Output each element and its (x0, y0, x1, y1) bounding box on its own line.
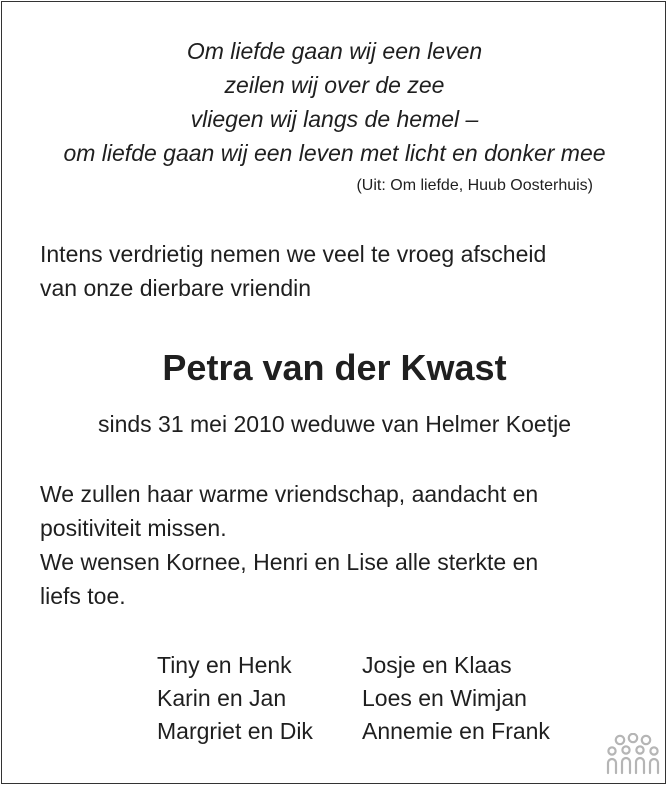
signatory: Loes en Wimjan (362, 685, 527, 711)
logo-head (636, 746, 643, 753)
poem-attribution: (Uit: Om liefde, Huub Oosterhuis) (356, 177, 593, 194)
logo-head (616, 736, 624, 744)
logo-head (650, 747, 657, 754)
signatory: Annemie en Frank (362, 718, 550, 744)
intro-line: van onze dierbare vriendin (40, 275, 312, 301)
condolence-message (40, 477, 538, 613)
logo-head (622, 746, 629, 753)
signatories-right (362, 649, 550, 748)
logo-head (642, 736, 650, 744)
poem (0, 34, 669, 170)
poem-line: zeilen wij over de zee (224, 72, 445, 98)
deceased-name: Petra van der Kwast (162, 347, 507, 388)
message-line: We zullen haar warme vriendschap, aandacht en (40, 481, 539, 507)
message-line: We wensen Kornee, Henri en Lise alle sterkte en (40, 549, 539, 575)
logo-head (608, 747, 615, 754)
logo-body (622, 758, 630, 773)
logo-head (629, 734, 637, 742)
poem-line: vliegen wij langs de hemel – (190, 106, 479, 132)
poem-line: om liefde gaan wij een leven met licht en donker mee (63, 140, 606, 166)
deceased-subtitle: sinds 31 mei 2010 weduwe van Helmer Koetje (97, 411, 572, 437)
signatories-left (157, 649, 313, 748)
logo-body (650, 759, 658, 773)
message-line: positiviteit missen. (40, 515, 227, 541)
intro-line: Intens verdrietig nemen we veel te vroeg afscheid (40, 241, 547, 267)
signatory: Tiny en Henk (157, 652, 292, 678)
signatory: Karin en Jan (157, 685, 287, 711)
logo-body (608, 759, 616, 773)
signatory: Josje en Klaas (362, 652, 512, 678)
people-group-icon (606, 733, 660, 775)
signatory: Margriet en Dik (157, 718, 313, 744)
poem-line: Om liefde gaan wij een leven (186, 38, 483, 64)
logo-body (636, 758, 644, 773)
message-line: liefs toe. (40, 583, 126, 609)
intro-text (40, 237, 546, 305)
